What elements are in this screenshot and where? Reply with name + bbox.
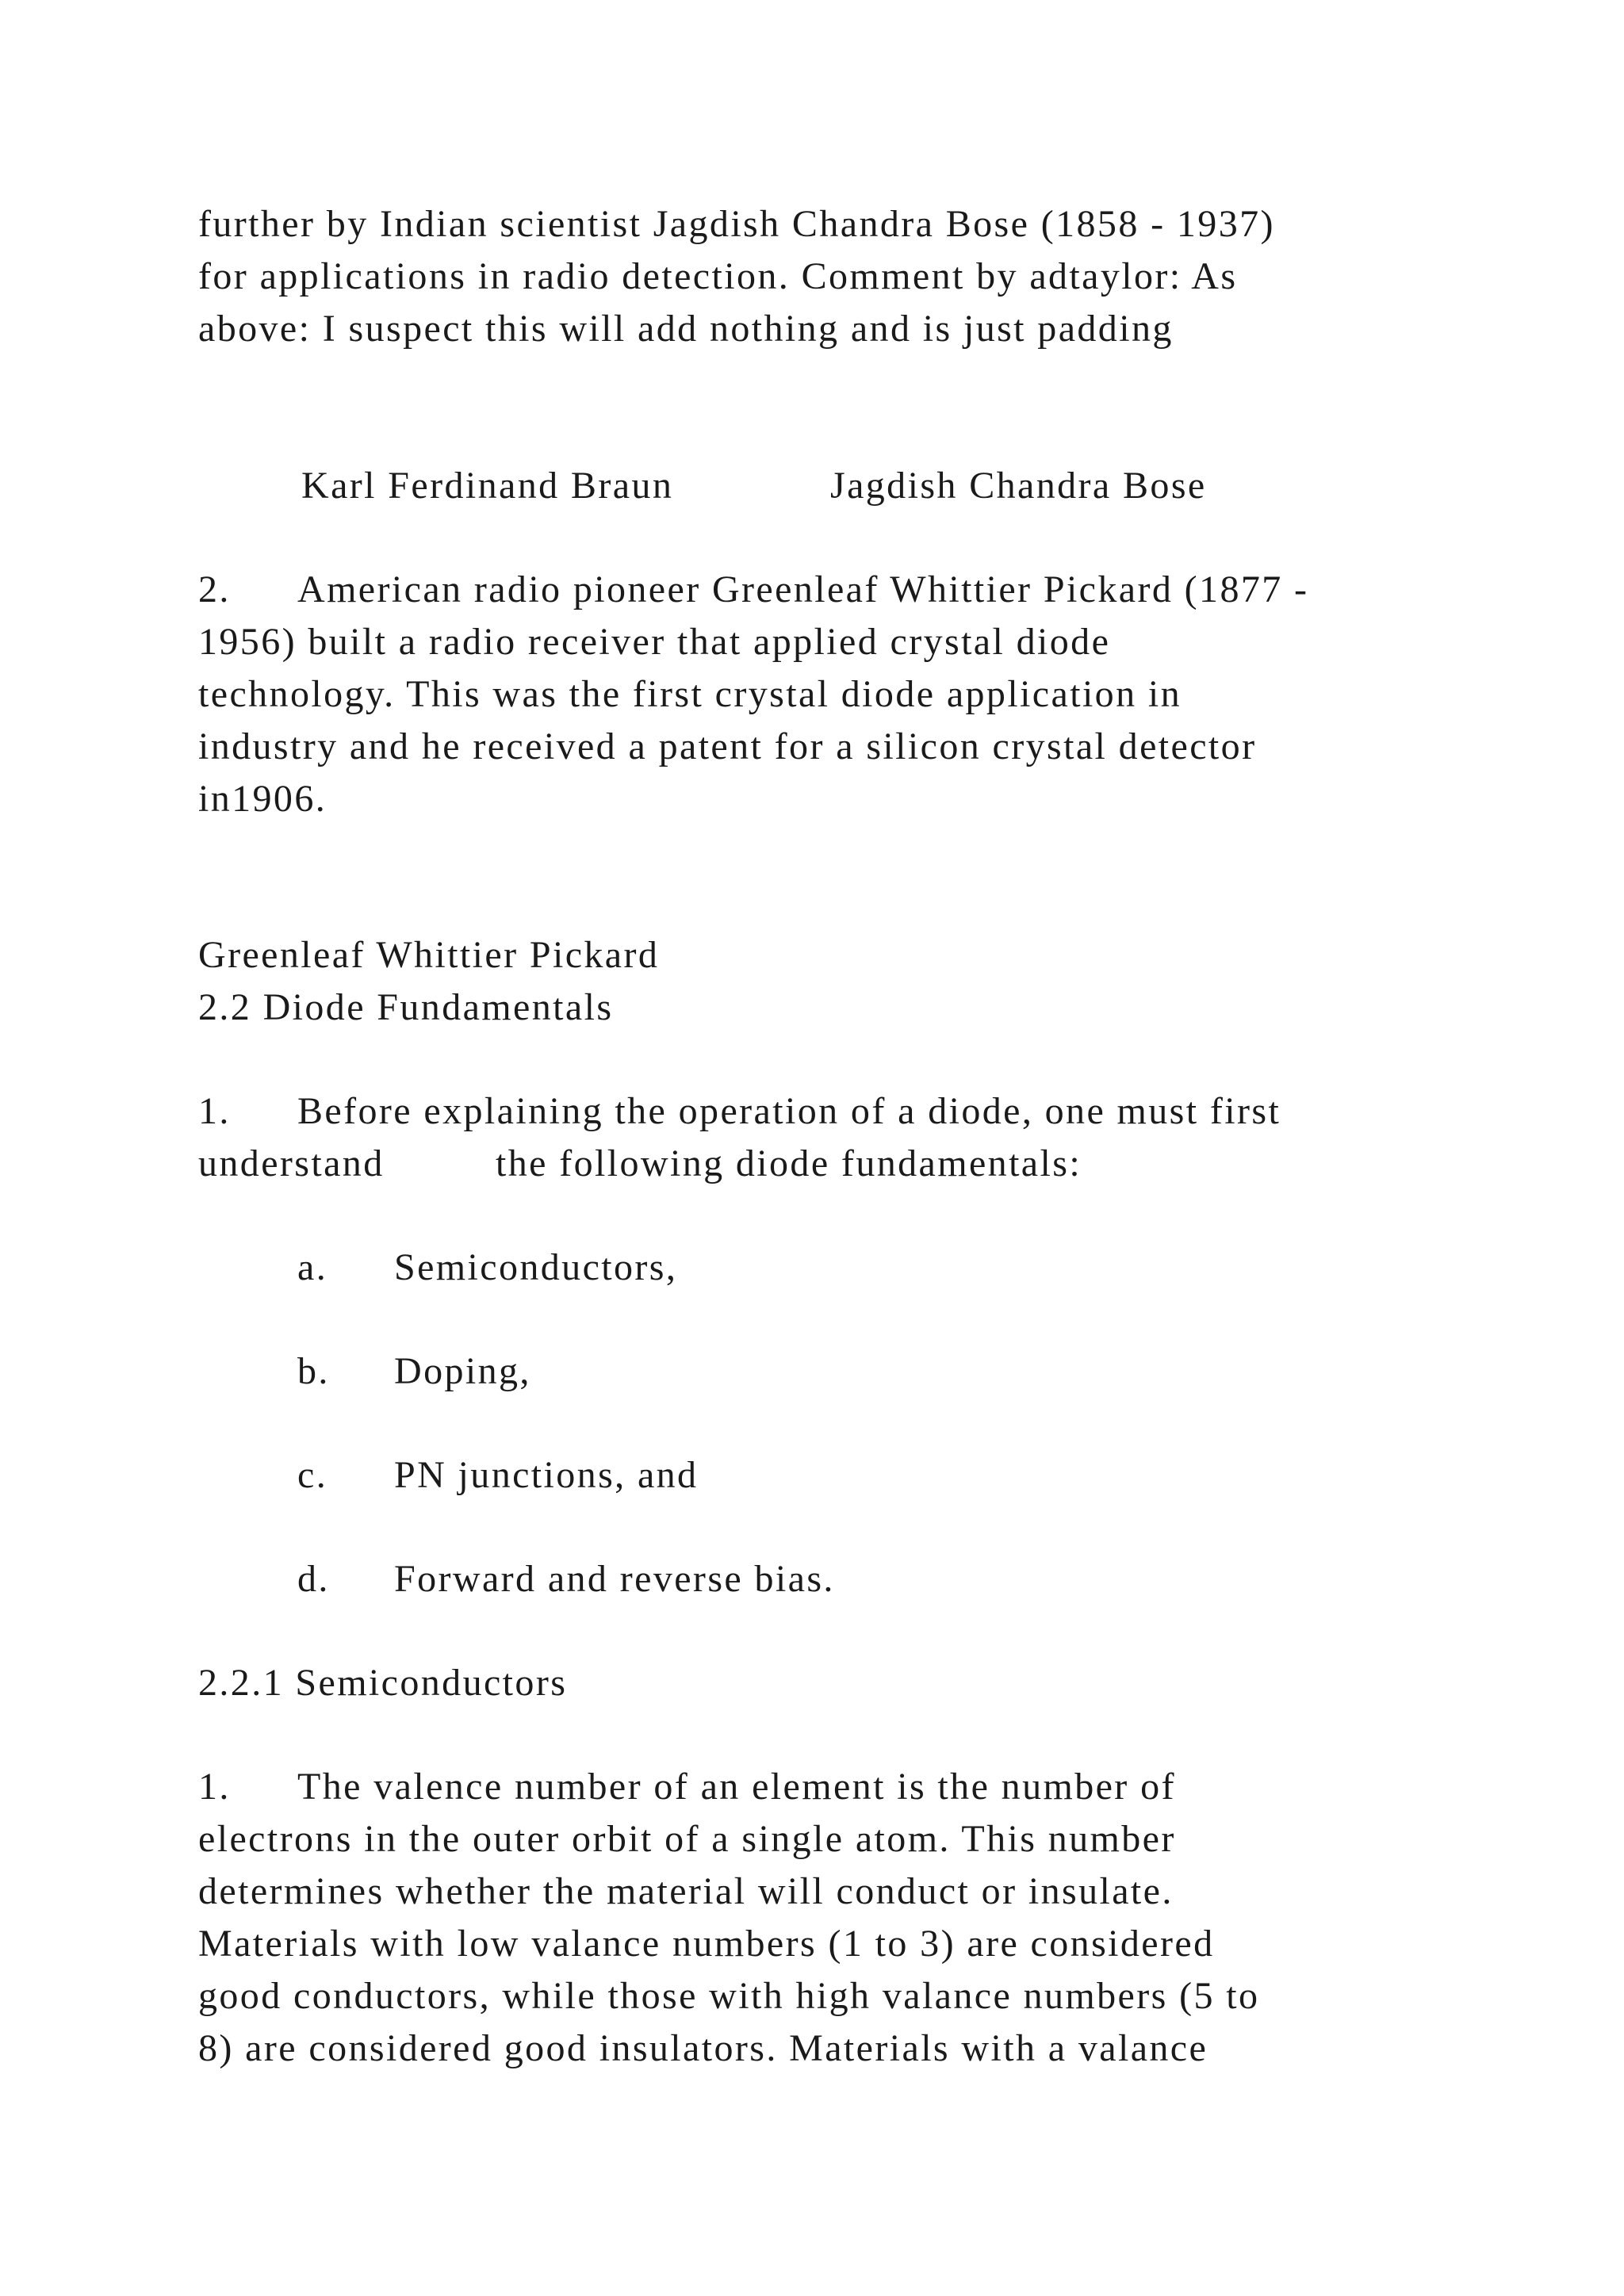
list-item-text: Forward and reverse bias.	[394, 1558, 835, 1600]
caption-karl-ferdinand-braun: Karl Ferdinand Braun	[301, 465, 674, 507]
valence-line: good conductors, while those with high valance numbers (5 to	[198, 1975, 1260, 2017]
caption-greenleaf-whittier-pickard: Greenleaf Whittier Pickard	[198, 934, 660, 976]
list-item-text: PN junctions, and	[394, 1454, 699, 1496]
pickard-line: American radio pioneer Greenleaf Whittier Pickard (1877 -	[297, 568, 1309, 610]
image-captions	[0, 460, 1624, 512]
fundamentals-line: Before explaining the operation of a diode, one must first	[297, 1090, 1281, 1132]
intro-paragraph	[198, 198, 1275, 355]
caption-jagdish-chandra-bose: Jagdish Chandra Bose	[830, 465, 1207, 507]
fundamentals-paragraph	[198, 1085, 1281, 1190]
valence-line: 8) are considered good insulators. Materials with a valance	[198, 2027, 1208, 2069]
intro-line: for applications in radio detection. Comment by adtaylor: As	[198, 255, 1238, 297]
pickard-line: 1956) built a radio receiver that applied crystal diode	[198, 621, 1111, 663]
pickard-line: industry and he received a patent for a silicon crystal detector	[198, 725, 1257, 767]
valence-line: electrons in the outer orbit of a single atom. This number	[198, 1818, 1176, 1860]
valence-line: The valence number of an element is the number of	[297, 1766, 1176, 1808]
valence-paragraph	[198, 1761, 1259, 2075]
paragraph-number: 2.	[198, 568, 231, 610]
section-heading-diode-fundamentals: 2.2 Diode Fundamentals	[198, 986, 614, 1028]
intro-line: above: I suspect this will add nothing and is just padding	[198, 308, 1174, 350]
list-marker: d.	[297, 1558, 330, 1600]
pickard-line: in1906.	[198, 778, 327, 820]
list-item-text: Doping,	[394, 1350, 531, 1392]
pickard-caption-block	[198, 929, 659, 1034]
section-heading-semiconductors: 2.2.1 Semiconductors	[198, 1662, 568, 1704]
paragraph-number: 1.	[198, 1766, 231, 1808]
list-marker: c.	[297, 1454, 328, 1496]
paragraph-number: 1.	[198, 1090, 231, 1132]
pickard-line: technology. This was the first crystal diode application in	[198, 673, 1182, 715]
fundamentals-line: understand	[198, 1142, 385, 1184]
fundamentals-line: the following diode fundamentals:	[496, 1142, 1082, 1184]
valence-line: determines whether the material will conduct or insulate.	[198, 1870, 1174, 1912]
valence-line: Materials with low valance numbers (1 to 3) are considered	[198, 1923, 1215, 1965]
pickard-paragraph	[198, 564, 1308, 825]
intro-line: further by Indian scientist Jagdish Chandra Bose (1858 - 1937)	[198, 203, 1275, 245]
list-item-text: Semiconductors,	[394, 1246, 678, 1288]
list-marker: b.	[297, 1350, 330, 1392]
list-marker: a.	[297, 1246, 328, 1288]
